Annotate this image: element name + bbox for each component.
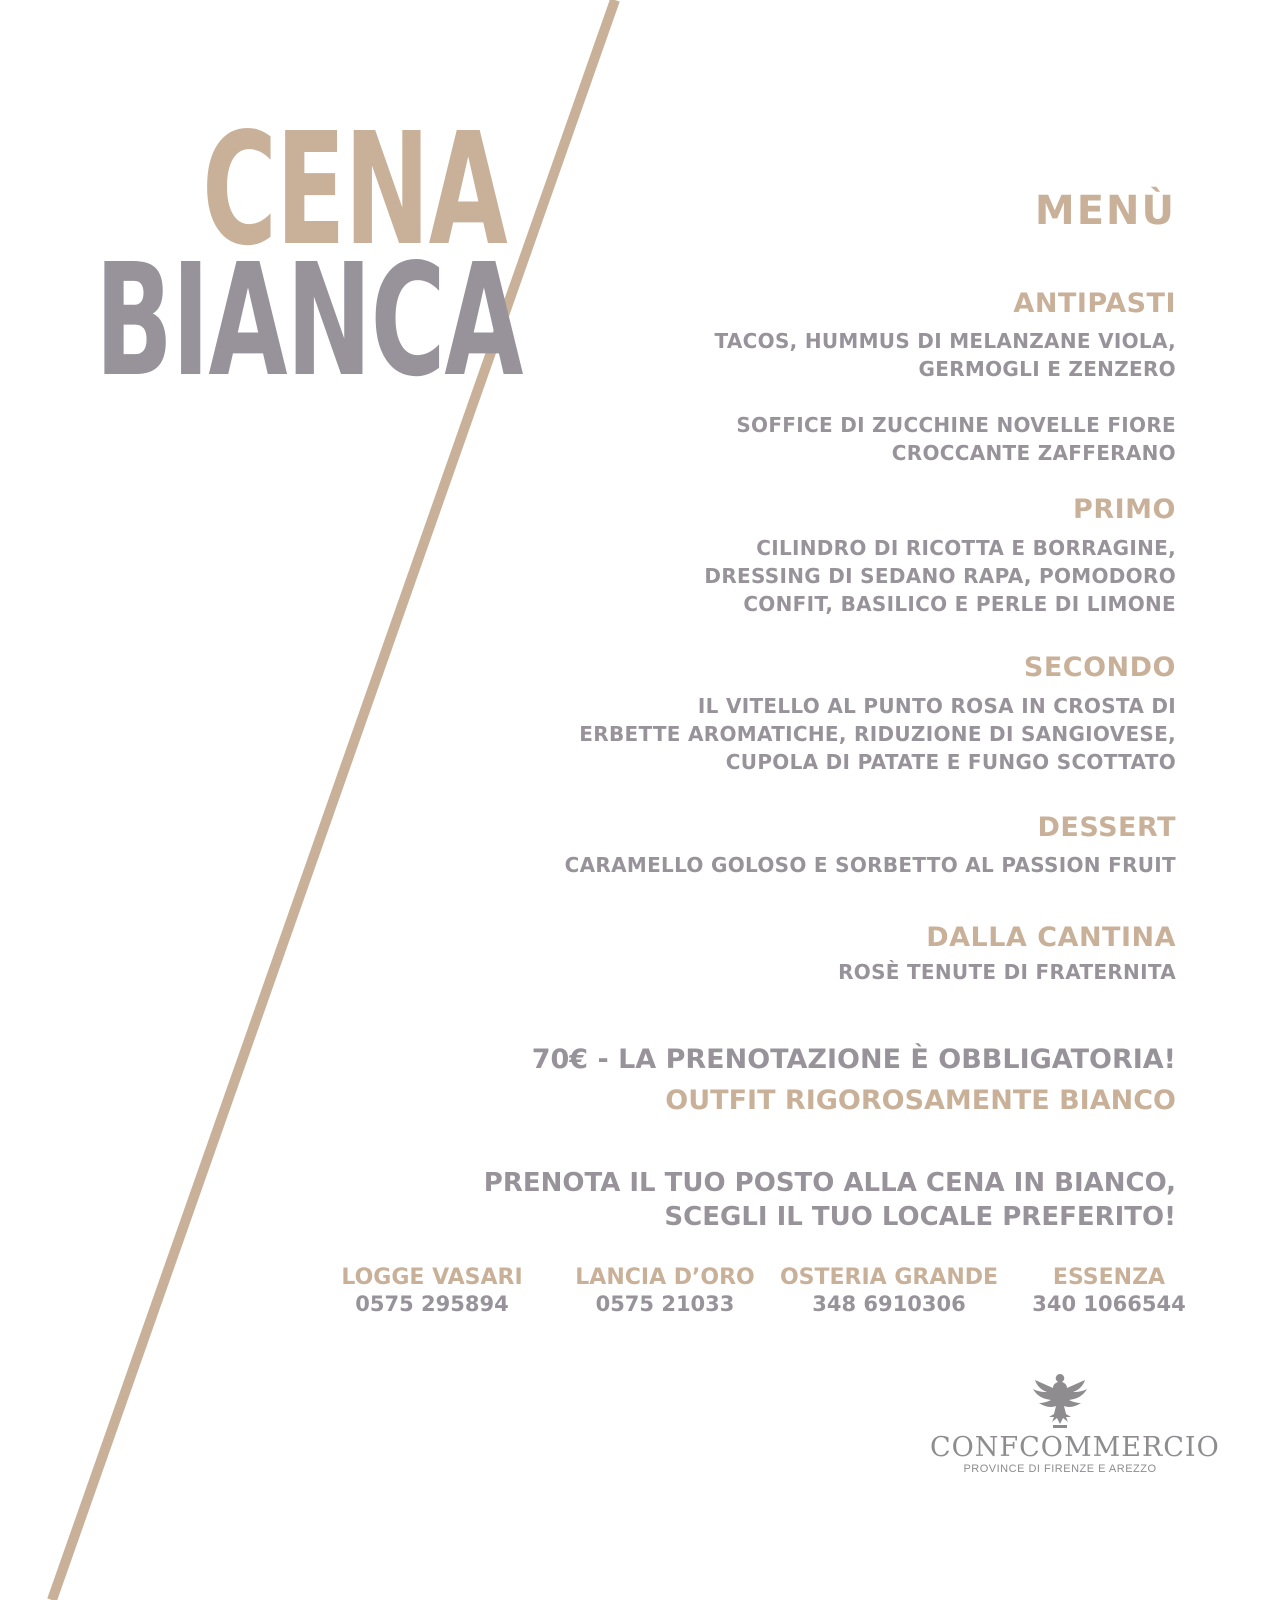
venue-phone: 348 6910306 <box>812 1292 966 1316</box>
dish-line: CONFIT, BASILICO E PERLE DI LIMONE <box>743 592 1176 616</box>
venue-name: ESSENZA <box>1052 1265 1166 1290</box>
section-heading-dessert: DESSERT <box>1037 812 1176 843</box>
venue-name: OSTERIA GRANDE <box>779 1265 999 1290</box>
booking-callout <box>484 1166 1176 1234</box>
dish-antipasti-1 <box>715 327 1177 383</box>
outfit-notice: OUTFIT RIGOROSAMENTE BIANCO <box>665 1085 1176 1116</box>
dish-line: CROCCANTE ZAFFERANO <box>891 441 1176 465</box>
dish-line: GERMOGLI E ZENZERO <box>918 357 1176 381</box>
venue-phone: 0575 295894 <box>355 1292 509 1316</box>
section-heading-antipasti: ANTIPASTI <box>1013 288 1176 319</box>
dish-secondo-1 <box>579 692 1176 776</box>
sponsor-subtitle: PROVINCE DI FIRENZE E AREZZO <box>963 1463 1157 1475</box>
section-heading-dalla-cantina: DALLA CANTINA <box>926 922 1176 953</box>
booking-line: PRENOTA IL TUO POSTO ALLA CENA IN BIANCO, <box>483 1168 1176 1198</box>
dish-line: IL VITELLO AL PUNTO ROSA IN CROSTA DI <box>697 694 1176 718</box>
confcommercio-logo <box>930 1370 1220 1475</box>
dish-line: ERBETTE AROMATICHE, RIDUZIONE DI SANGIOVESE, <box>579 722 1176 746</box>
price-notice: 70€ - LA PRENOTAZIONE È OBBLIGATORIA! <box>531 1044 1176 1075</box>
sponsor-name: CONFCOMMERCIO <box>930 1432 1220 1463</box>
section-heading-secondo: SECONDO <box>1023 652 1176 683</box>
dish-antipasti-2 <box>736 411 1176 467</box>
title-line-1: CENA <box>202 99 507 280</box>
dish-cantina-1 <box>838 958 1176 986</box>
title-line-2: BIANCA <box>95 230 523 411</box>
dish-line: ROSÈ TENUTE DI FRATERNITA <box>838 960 1176 984</box>
booking-line: SCEGLI IL TUO LOCALE PREFERITO! <box>664 1202 1176 1232</box>
section-heading-primo: PRIMO <box>1073 494 1176 525</box>
menu-heading: MENÙ <box>1034 188 1176 234</box>
venue-logge-vasari <box>317 1265 547 1316</box>
venue-name: LANCIA D’ORO <box>575 1265 755 1290</box>
dish-line: TACOS, HUMMUS DI MELANZANE VIOLA, <box>714 329 1176 353</box>
venue-name: LOGGE VASARI <box>341 1265 523 1290</box>
venue-phone: 340 1066544 <box>1032 1292 1186 1316</box>
dish-line: CARAMELLO GOLOSO E SORBETTO AL PASSION FRUIT <box>564 853 1176 877</box>
dish-primo-1 <box>704 534 1176 618</box>
dish-dessert-1 <box>565 851 1176 879</box>
dish-line: DRESSING DI SEDANO RAPA, POMODORO <box>704 564 1176 588</box>
dish-line: CILINDRO DI RICOTTA E BORRAGINE, <box>756 536 1176 560</box>
dish-line: CUPOLA DI PATATE E FUNGO SCOTTATO <box>725 750 1176 774</box>
venue-phone: 0575 21033 <box>595 1292 735 1316</box>
dish-line: SOFFICE DI ZUCCHINE NOVELLE FIORE <box>736 413 1176 437</box>
venue-osteria-grande <box>774 1265 1004 1316</box>
venue-lancia-doro <box>550 1265 780 1316</box>
eagle-emblem-icon <box>1027 1370 1093 1430</box>
venue-essenza <box>994 1265 1224 1316</box>
